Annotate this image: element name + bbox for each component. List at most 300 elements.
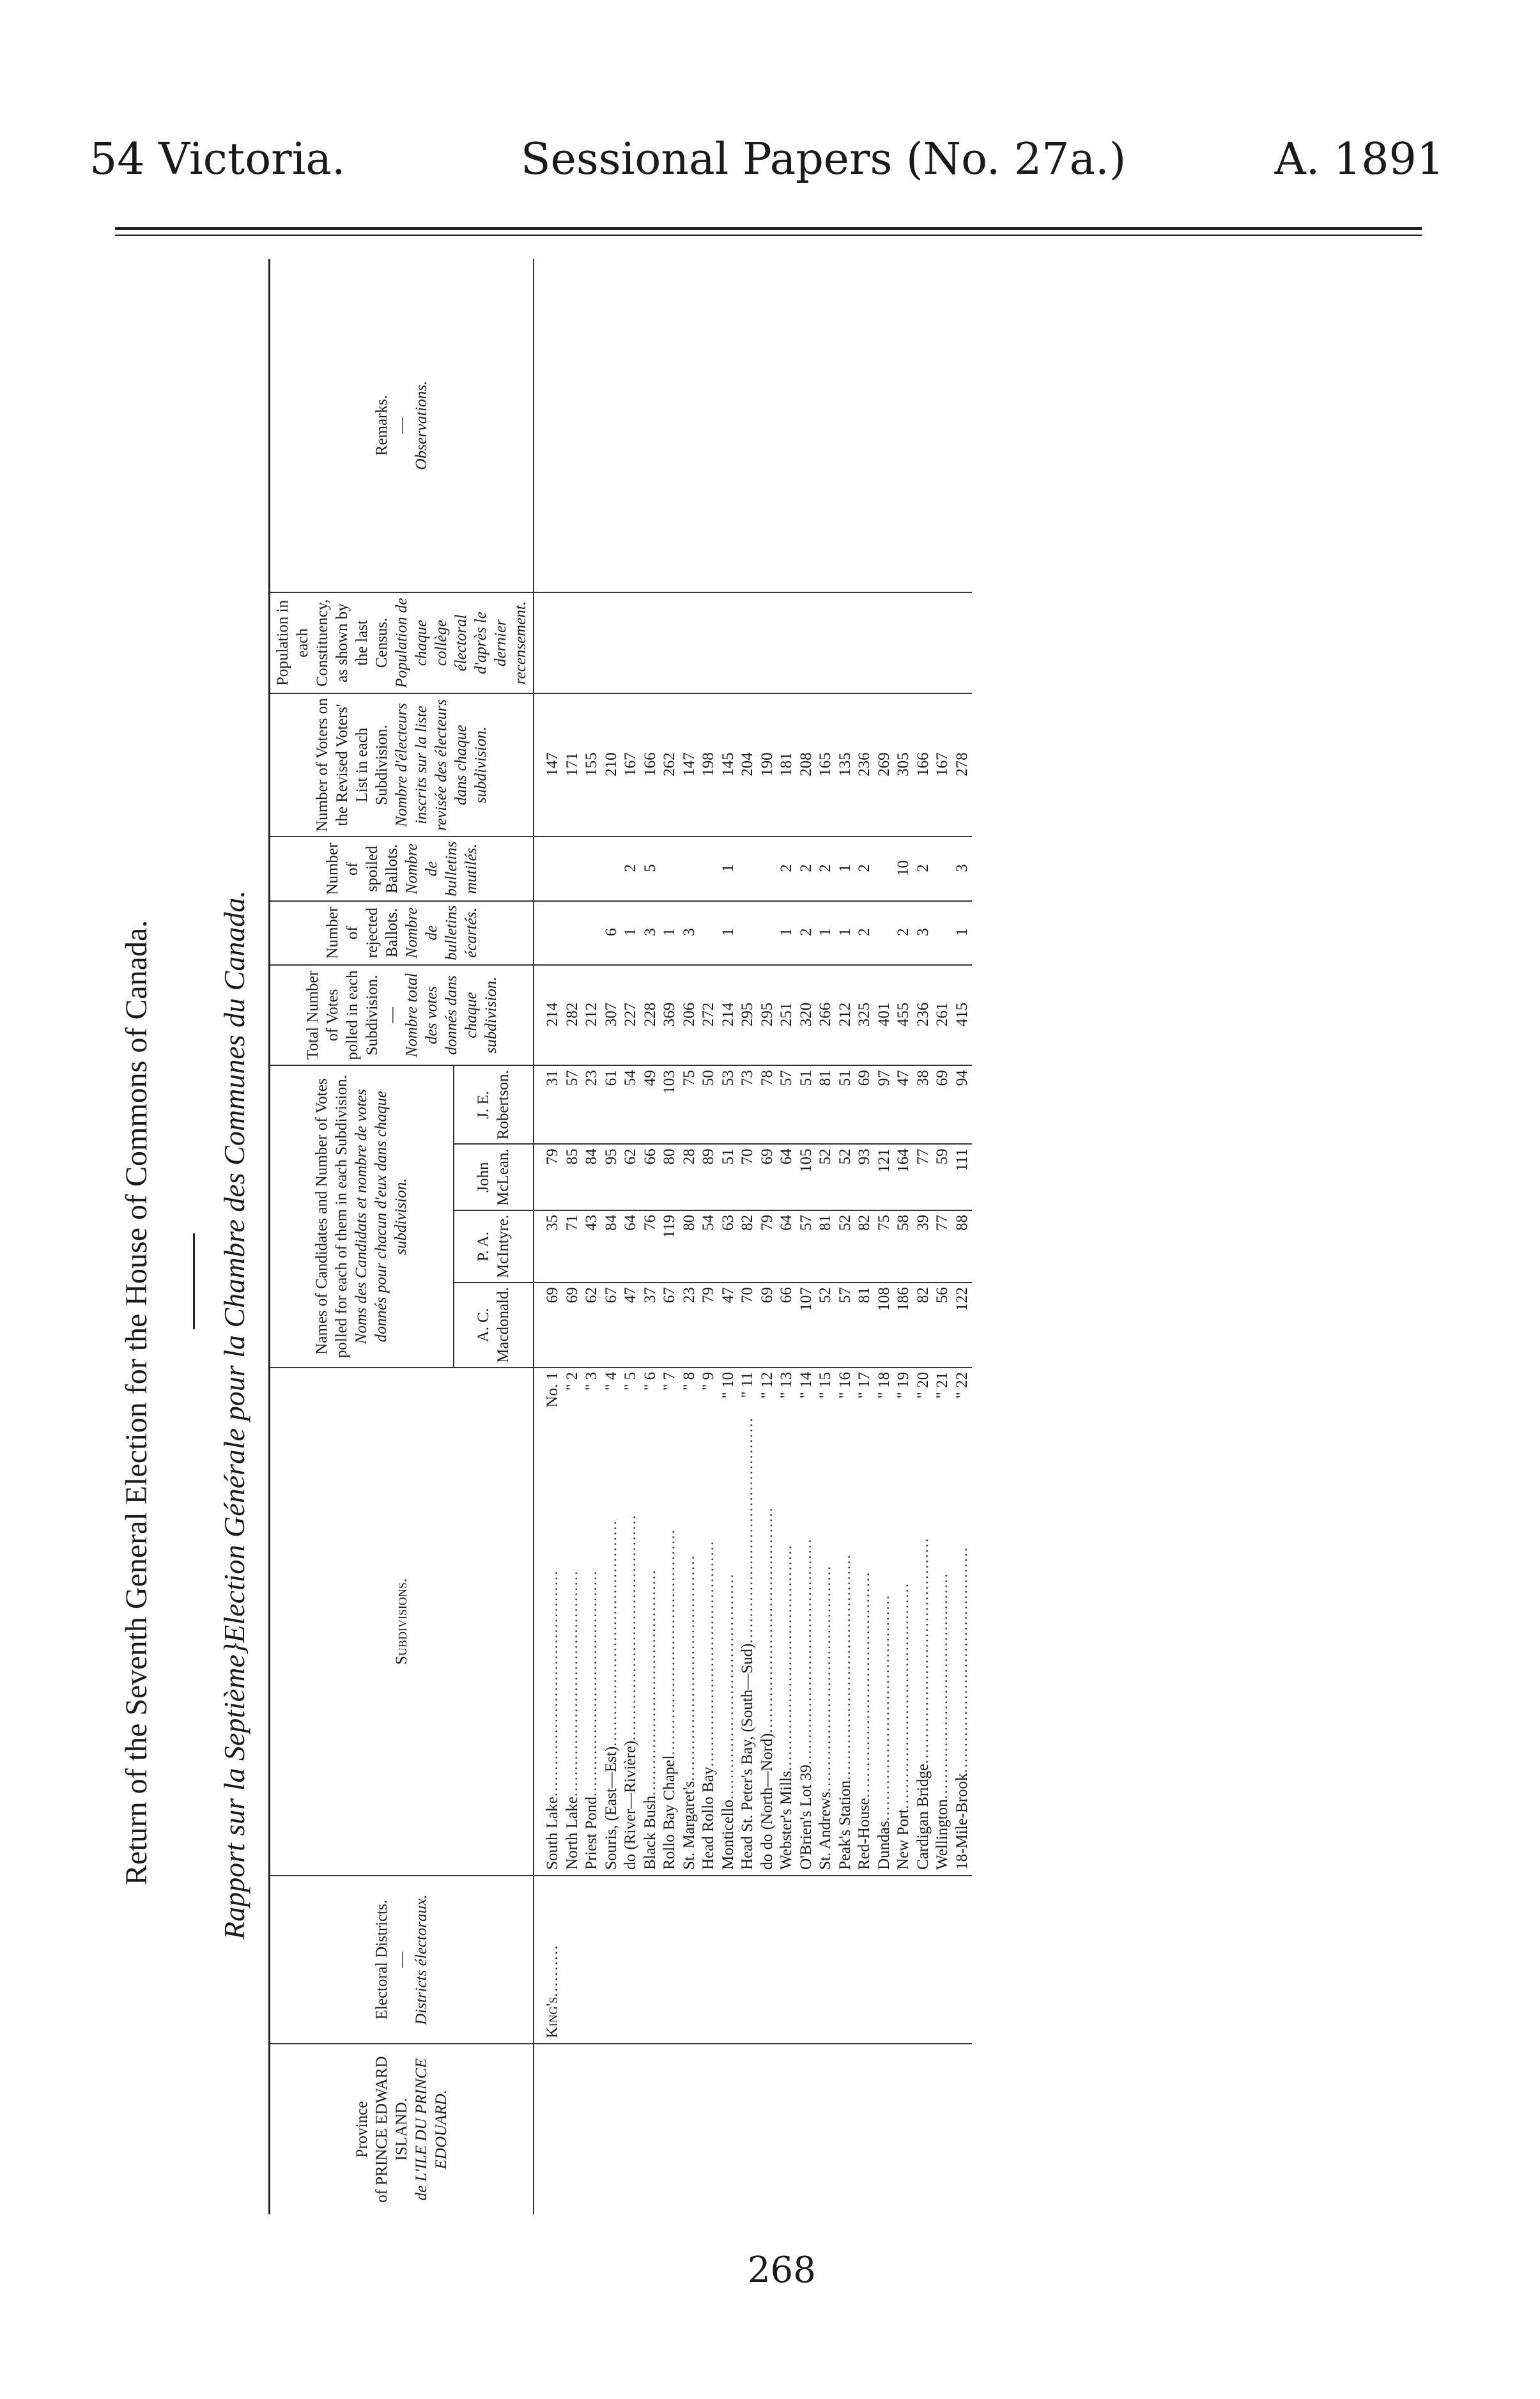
candidate-1-vote: 69 bbox=[758, 1287, 776, 1304]
subdivision-number: " 22 bbox=[953, 1371, 971, 1399]
subdivision-name: New Port bbox=[895, 1809, 912, 1870]
candidate-1-votes bbox=[534, 1283, 972, 1368]
spoiled-value: 2 bbox=[914, 864, 932, 872]
voters-value: 190 bbox=[758, 752, 776, 776]
rejected-value bbox=[875, 906, 895, 959]
spoiled-value: 3 bbox=[953, 864, 971, 872]
voters-value: 171 bbox=[563, 752, 581, 776]
remarks-label-en: Remarks. bbox=[373, 395, 390, 456]
page-number: 268 bbox=[748, 2249, 816, 2291]
candidate-1-vote: 79 bbox=[700, 1287, 717, 1304]
header-rule-thick bbox=[115, 227, 1422, 230]
spoiled-value: 2 bbox=[778, 864, 795, 872]
voters-value: 198 bbox=[700, 752, 717, 776]
subdivision-name: Priest Pond bbox=[583, 1796, 600, 1870]
candidate-3-vote: 93 bbox=[856, 1148, 873, 1165]
election-return-table bbox=[268, 259, 972, 2214]
candidate-3-vote: 105 bbox=[797, 1148, 815, 1173]
candidate-2-vote: 82 bbox=[856, 1214, 873, 1231]
rejected-value bbox=[738, 906, 758, 959]
candidate-1-vote: 57 bbox=[836, 1287, 854, 1304]
candidate-2-vote: 82 bbox=[739, 1214, 756, 1231]
total-votes-value: 228 bbox=[641, 1002, 659, 1027]
population bbox=[534, 592, 972, 693]
candidate-4-vote: 69 bbox=[934, 1070, 951, 1086]
rejected-value: 2 bbox=[895, 928, 912, 936]
candidate-2-vote: 43 bbox=[583, 1214, 600, 1231]
candidate-1-vote: 69 bbox=[544, 1287, 561, 1304]
candidate-1-vote: 37 bbox=[641, 1287, 659, 1304]
subdivision-name: Rollo Bay Chapel bbox=[661, 1755, 678, 1870]
spoiled-value bbox=[660, 841, 680, 895]
rejected-value: 1 bbox=[953, 928, 971, 936]
rejected-value: 2 bbox=[797, 928, 815, 936]
candidate-2-vote: 76 bbox=[641, 1214, 659, 1231]
rejected-header bbox=[270, 901, 534, 965]
total-votes-value: 214 bbox=[544, 1002, 561, 1027]
candidate-4-vote: 73 bbox=[739, 1070, 756, 1086]
subdivision-name: Souris, (East—Est) bbox=[602, 1746, 620, 1870]
candidate-3-header: John McLean. bbox=[454, 1144, 534, 1210]
candidate-3-vote: 89 bbox=[700, 1148, 717, 1165]
candidate-3-vote: 66 bbox=[641, 1148, 659, 1165]
candidate-1-vote: 82 bbox=[914, 1287, 932, 1304]
voters-value: 269 bbox=[875, 752, 893, 776]
spoiled-value: 1 bbox=[719, 864, 737, 872]
districts-header: Electoral Districts. — Districts électoraux. bbox=[270, 1876, 534, 2044]
rejected-value: 6 bbox=[602, 928, 620, 936]
total-votes-value: 325 bbox=[856, 1002, 873, 1027]
subdivision-names-column bbox=[534, 1368, 972, 1876]
voters-value: 236 bbox=[856, 752, 873, 776]
subdivision-row: Souris, (East—Est) ........................................... " 4 bbox=[602, 1372, 622, 1870]
spoiled-value: 1 bbox=[836, 864, 854, 872]
rejected-value bbox=[933, 906, 953, 959]
candidate-2-vote: 81 bbox=[817, 1214, 834, 1231]
rejected-value: 1 bbox=[778, 928, 795, 936]
total-label-en: Total Number of Votes polled in each Subdivision. bbox=[304, 970, 381, 1060]
title-french: Rapport sur la Septième}Election Générale pour la Chambre des Communes du Canada. bbox=[218, 890, 250, 1940]
voters-value: 155 bbox=[583, 752, 600, 776]
district-name: King's bbox=[544, 1996, 561, 2039]
candidate-2-vote: 79 bbox=[758, 1214, 776, 1231]
subdivision-name: North Lake bbox=[563, 1796, 581, 1870]
candidate-1-vote: 47 bbox=[622, 1287, 639, 1304]
subdivision-name: do do (North—Nord) bbox=[758, 1733, 776, 1870]
candidate-4-vote: 31 bbox=[544, 1070, 561, 1086]
subdivision-name: Wellington bbox=[934, 1799, 951, 1870]
rejected-value: 1 bbox=[622, 928, 639, 936]
remarks-header: Remarks. — Observations. bbox=[270, 259, 534, 592]
rejected-value: 1 bbox=[661, 928, 678, 936]
candidate-1-vote: 66 bbox=[778, 1287, 795, 1304]
voters-value: 278 bbox=[953, 752, 971, 776]
rejected-value: 1 bbox=[817, 928, 834, 936]
total-label-fr: Nombre total des votes donnés dans chaque subdivision. bbox=[403, 973, 500, 1058]
candidate-4-vote: 94 bbox=[953, 1070, 971, 1086]
candidate-1-vote: 107 bbox=[797, 1287, 815, 1311]
candidate-3-vote: 70 bbox=[739, 1148, 756, 1165]
districts-label-en: Electoral Districts. bbox=[373, 1899, 390, 2020]
candidate-3-vote: 95 bbox=[602, 1148, 620, 1165]
subdivision-number: " 6 bbox=[641, 1371, 659, 1391]
voters-value: 165 bbox=[817, 752, 834, 776]
candidate-4-vote: 61 bbox=[602, 1070, 620, 1086]
spoiled-value bbox=[680, 841, 700, 895]
candidate-2-vote: 64 bbox=[778, 1214, 795, 1231]
candidate-4-vote: 103 bbox=[661, 1070, 678, 1094]
total-votes-value: 401 bbox=[875, 1002, 893, 1027]
candidate-4-vote: 75 bbox=[680, 1070, 698, 1086]
subdivision-number: " 15 bbox=[817, 1371, 834, 1399]
candidate-3-vote: 28 bbox=[680, 1148, 698, 1165]
subdivision-row: South Lake ........................................... No. 1 bbox=[543, 1372, 563, 1870]
total-votes-value: 212 bbox=[836, 1002, 854, 1027]
remarks bbox=[534, 259, 972, 592]
candidate-1-vote: 81 bbox=[856, 1287, 873, 1304]
province-label: Province bbox=[353, 2101, 371, 2158]
subdivision-row: Rollo Bay Chapel ........................................... " 7 bbox=[660, 1372, 680, 1870]
subdivision-number: " 16 bbox=[836, 1371, 854, 1399]
candidate-4-vote: 57 bbox=[778, 1070, 795, 1086]
spoiled-value bbox=[582, 841, 602, 895]
voters-value: 167 bbox=[622, 752, 639, 776]
header-rule-thin bbox=[115, 235, 1422, 236]
candidate-2-vote: 119 bbox=[661, 1214, 678, 1238]
subdivisions-header: Subdivisions. bbox=[270, 1368, 534, 1876]
candidate-2-vote: 71 bbox=[563, 1214, 581, 1231]
total-votes-value: 295 bbox=[739, 1002, 756, 1027]
candidate-1-vote: 47 bbox=[719, 1287, 737, 1304]
subdivision-names bbox=[543, 1372, 972, 1870]
candidate-3-vote: 52 bbox=[836, 1148, 854, 1165]
subdivision-number: " 14 bbox=[797, 1371, 815, 1399]
candidate-4-vote: 51 bbox=[797, 1070, 815, 1086]
candidate-1-vote: 62 bbox=[583, 1287, 600, 1304]
subdivision-row: Priest Pond ........................................... " 3 bbox=[582, 1372, 602, 1870]
province-cell bbox=[534, 2044, 972, 2214]
subdivision-name: Monticello bbox=[719, 1800, 737, 1870]
candidate-2-vote: 75 bbox=[875, 1214, 893, 1231]
total-votes-header: Total Number of Votes polled in each Subdivision. — Nombre total des votes donnés dans chaque subdivision. bbox=[270, 965, 534, 1066]
subdivision-number: " 10 bbox=[719, 1371, 737, 1399]
candidate-2-vote: 63 bbox=[719, 1214, 737, 1231]
total-votes-value: 206 bbox=[680, 1002, 698, 1027]
subdivision-row: St. Margaret's ........................................... " 8 bbox=[680, 1372, 700, 1870]
spoiled-value: 2 bbox=[856, 864, 873, 872]
voters-value: 147 bbox=[680, 752, 698, 776]
subdivision-row: Red-House ........................................... " 17 bbox=[855, 1372, 875, 1870]
spoiled-value bbox=[699, 841, 719, 895]
voters-value: 210 bbox=[602, 752, 620, 776]
candidate-2-vote: 35 bbox=[544, 1214, 561, 1231]
subdivision-name: O'Brien's Lot 39 bbox=[797, 1764, 815, 1870]
candidate-2-vote: 84 bbox=[602, 1214, 620, 1231]
spoiled-ballots bbox=[534, 837, 972, 900]
subdivision-name: do (River—Rivière) bbox=[622, 1740, 639, 1870]
subdivision-number: " 4 bbox=[602, 1371, 620, 1391]
candidate-2-header: P. A. McIntyre. bbox=[454, 1210, 534, 1283]
province-header bbox=[270, 2044, 534, 2214]
spoiled-value: 2 bbox=[797, 864, 815, 872]
voters-value: 147 bbox=[544, 752, 561, 776]
voters-value: 208 bbox=[797, 752, 815, 776]
population-header bbox=[270, 592, 534, 693]
spoiled-value: 5 bbox=[641, 864, 659, 872]
subdivision-number: " 5 bbox=[622, 1371, 639, 1391]
subdivision-name: 18-Mile-Brook bbox=[953, 1773, 971, 1870]
candidate-3-vote: 52 bbox=[817, 1148, 834, 1165]
rejected-value: 1 bbox=[719, 928, 737, 936]
voters-header bbox=[270, 693, 534, 837]
subdivision-name: St. Andrews bbox=[817, 1791, 834, 1870]
candidate-3-vote: 111 bbox=[953, 1148, 971, 1171]
candidate-1-vote: 56 bbox=[934, 1287, 951, 1304]
total-votes-value: 272 bbox=[700, 1002, 717, 1027]
candidate-2-vote: 80 bbox=[680, 1214, 698, 1231]
candidates-label-fr: Noms des Candidats et nombre de votes donnés pour chacun d'eux dans chaque subdivision. bbox=[353, 1089, 410, 1345]
total-votes-value: 214 bbox=[719, 1002, 737, 1027]
province-name-fr: de L'ILE DU PRINCE EDOUARD. bbox=[413, 2058, 450, 2201]
header-year: A. 1891 bbox=[1274, 134, 1444, 185]
candidate-1-vote: 67 bbox=[661, 1287, 678, 1304]
candidate-2-vote: 54 bbox=[700, 1214, 717, 1231]
candidate-3-vote: 51 bbox=[719, 1148, 737, 1165]
candidate-2-vote: 88 bbox=[953, 1214, 971, 1231]
subdivision-row: St. Andrews ........................................... " 15 bbox=[816, 1372, 836, 1870]
subdivision-row: New Port ........................................... " 19 bbox=[894, 1372, 914, 1870]
candidate-4-vote: 78 bbox=[758, 1070, 776, 1086]
subdivision-row: North Lake ........................................... " 2 bbox=[563, 1372, 583, 1870]
subdivision-number: " 8 bbox=[680, 1371, 698, 1391]
voters-value: 181 bbox=[778, 752, 795, 776]
subdivision-row: Head St. Peter's Bay, (South—Sud) ........................................... " 11 bbox=[738, 1372, 758, 1870]
voters-value: 262 bbox=[661, 752, 678, 776]
subdivision-row: O'Brien's Lot 39 ........................................... " 14 bbox=[797, 1372, 817, 1870]
subdivision-number: " 18 bbox=[875, 1371, 893, 1399]
voters-value: 135 bbox=[836, 752, 854, 776]
subdivision-row: Black Bush ........................................... " 6 bbox=[641, 1372, 661, 1870]
subdivision-number: " 2 bbox=[563, 1371, 581, 1391]
candidate-3-vote: 77 bbox=[914, 1148, 932, 1165]
voters-value: 204 bbox=[739, 752, 756, 776]
subdivision-row: Dundas ........................................... " 18 bbox=[875, 1372, 895, 1870]
voters-list bbox=[534, 693, 972, 837]
spoiled-value bbox=[758, 841, 778, 895]
candidate-4-vote: 69 bbox=[856, 1070, 873, 1086]
candidate-4-votes bbox=[534, 1065, 972, 1144]
candidate-4-vote: 38 bbox=[914, 1070, 932, 1086]
subdivision-name: Peak's Station bbox=[836, 1780, 854, 1870]
province-name-en: of PRINCE EDWARD ISLAND. bbox=[373, 2056, 410, 2203]
candidate-4-vote: 51 bbox=[836, 1070, 854, 1086]
spoiled-value bbox=[738, 841, 758, 895]
subdivision-number: No. 1 bbox=[544, 1371, 561, 1408]
districts-label-fr: Districts électoraux. bbox=[413, 1894, 430, 2025]
candidate-1-vote: 23 bbox=[680, 1287, 698, 1304]
subdivision-number: " 12 bbox=[758, 1371, 776, 1399]
rejected-ballots bbox=[534, 901, 972, 965]
voters-value: 167 bbox=[934, 752, 951, 776]
total-votes-value: 212 bbox=[583, 1002, 600, 1027]
total-votes-value: 261 bbox=[934, 1002, 951, 1027]
candidate-3-vote: 121 bbox=[875, 1148, 893, 1173]
rejected-value: 3 bbox=[641, 928, 659, 936]
candidate-2-votes bbox=[534, 1210, 972, 1283]
total-votes-value: 236 bbox=[914, 1002, 932, 1027]
total-votes-value: 320 bbox=[797, 1002, 815, 1027]
candidates-label-en: Names of Candidates and Number of Votes polled for each of them in each Subdivision. bbox=[313, 1075, 351, 1359]
voters-value: 305 bbox=[895, 752, 912, 776]
total-votes-value: 295 bbox=[758, 1002, 776, 1027]
subdivision-name: Red-House bbox=[856, 1798, 873, 1870]
total-votes-value: 251 bbox=[778, 1002, 795, 1027]
header-sessional-papers: Sessional Papers (No. 27a.) bbox=[521, 134, 1127, 185]
subdivision-name: Black Bush bbox=[641, 1795, 659, 1870]
population-label-en: Population in each Constituency, as shown by the last Census. bbox=[274, 599, 390, 687]
subdivision-number: " 21 bbox=[934, 1371, 951, 1399]
rejected-value: 3 bbox=[914, 928, 932, 936]
voters-value: 145 bbox=[719, 752, 737, 776]
candidate-2-vote: 52 bbox=[836, 1214, 854, 1231]
candidate-2-vote: 58 bbox=[895, 1214, 912, 1231]
subdivision-name: Head St. Peter's Bay, (South—Sud) bbox=[739, 1643, 756, 1870]
candidate-1-header: A. C. Macdonald. bbox=[454, 1283, 534, 1368]
rejected-value bbox=[699, 906, 719, 959]
candidate-4-vote: 54 bbox=[622, 1070, 639, 1086]
district-cell: King's.......... bbox=[534, 1876, 972, 2044]
rejected-value: 2 bbox=[856, 928, 873, 936]
subdivision-number: " 7 bbox=[661, 1371, 678, 1391]
candidate-4-vote: 23 bbox=[583, 1070, 600, 1086]
rejected-value: 1 bbox=[836, 928, 854, 936]
candidate-1-vote: 67 bbox=[602, 1287, 620, 1304]
candidate-3-vote: 79 bbox=[544, 1148, 561, 1165]
candidate-3-vote: 85 bbox=[563, 1148, 581, 1165]
rejected-label-en: Number of rejected Ballots. bbox=[323, 906, 401, 959]
total-votes-value: 282 bbox=[563, 1002, 581, 1027]
candidate-4-vote: 97 bbox=[875, 1070, 893, 1086]
rejected-label-fr: Nombre de bulletins écartés. bbox=[403, 905, 480, 960]
subdivision-row: Cardigan Bridge ........................................... " 20 bbox=[914, 1372, 934, 1870]
spoiled-label-fr: Nombre de bulletins mutilés. bbox=[403, 841, 480, 897]
subdivision-number: " 20 bbox=[914, 1371, 932, 1399]
spoiled-value bbox=[933, 841, 953, 895]
voters-label-fr: Nombre d'électeurs inscrits sur la liste revisée des électeurs dans chaque subdivision. bbox=[393, 699, 489, 831]
subdivision-number: " 3 bbox=[583, 1371, 600, 1391]
spoiled-value: 2 bbox=[817, 864, 834, 872]
candidate-1-vote: 122 bbox=[953, 1287, 971, 1311]
subdivision-number: " 17 bbox=[856, 1371, 873, 1399]
candidate-3-votes bbox=[534, 1144, 972, 1210]
subdivision-number: " 11 bbox=[739, 1371, 756, 1398]
spoiled-value: 2 bbox=[622, 864, 639, 872]
header-session: 54 Victoria. bbox=[89, 134, 346, 185]
rejected-value bbox=[563, 906, 583, 959]
rejected-value: 3 bbox=[680, 928, 698, 936]
candidate-4-header: J. E. Robertson. bbox=[454, 1065, 534, 1144]
candidates-header bbox=[270, 1065, 454, 1368]
title-divider bbox=[193, 1233, 195, 1329]
candidate-3-vote: 62 bbox=[622, 1148, 639, 1165]
candidate-1-vote: 52 bbox=[817, 1287, 834, 1304]
candidate-4-vote: 53 bbox=[719, 1070, 737, 1086]
subdivision-row: do (River—Rivière) ........................................... " 5 bbox=[621, 1372, 641, 1870]
subdivision-row: Head Rollo Bay ........................................... " 9 bbox=[699, 1372, 719, 1870]
candidate-3-vote: 84 bbox=[583, 1148, 600, 1165]
voters-value: 166 bbox=[641, 752, 659, 776]
candidate-1-vote: 186 bbox=[895, 1287, 912, 1311]
total-votes-value: 415 bbox=[953, 1002, 971, 1027]
candidate-3-vote: 64 bbox=[778, 1148, 795, 1165]
rejected-value bbox=[543, 906, 563, 959]
candidate-4-vote: 57 bbox=[563, 1070, 581, 1086]
candidate-3-vote: 80 bbox=[661, 1148, 678, 1165]
spoiled-value bbox=[543, 841, 563, 895]
subdivision-name: South Lake bbox=[544, 1796, 561, 1870]
rejected-value bbox=[758, 906, 778, 959]
candidate-4-vote: 50 bbox=[700, 1070, 717, 1086]
candidate-2-vote: 77 bbox=[934, 1214, 951, 1231]
subdivision-name: St. Margaret's bbox=[680, 1781, 698, 1870]
candidate-1-vote: 108 bbox=[875, 1287, 893, 1311]
subdivision-name: Head Rollo Bay bbox=[700, 1766, 717, 1870]
candidate-2-vote: 64 bbox=[622, 1214, 639, 1231]
total-votes-value: 307 bbox=[602, 1002, 620, 1027]
rotated-return-table bbox=[115, 259, 1422, 2214]
candidate-3-vote: 59 bbox=[934, 1148, 951, 1165]
subdivision-number: " 13 bbox=[778, 1371, 795, 1399]
subdivision-row: Peak's Station ........................................... " 16 bbox=[836, 1372, 856, 1870]
spoiled-value: 10 bbox=[895, 860, 912, 877]
candidate-4-vote: 81 bbox=[817, 1070, 834, 1086]
subdivision-row: Wellington ........................................... " 21 bbox=[933, 1372, 953, 1870]
subdivision-row: 18-Mile-Brook ........................................... " 22 bbox=[953, 1372, 973, 1870]
subdivision-row: Monticello ........................................... " 10 bbox=[719, 1372, 739, 1870]
spoiled-value bbox=[875, 841, 895, 895]
subdivision-name: Cardigan Bridge bbox=[914, 1763, 932, 1870]
spoiled-header bbox=[270, 837, 534, 900]
total-votes-value: 266 bbox=[817, 1002, 834, 1027]
candidate-3-vote: 69 bbox=[758, 1148, 776, 1165]
candidate-2-vote: 39 bbox=[914, 1214, 932, 1231]
candidate-4-vote: 47 bbox=[895, 1070, 912, 1086]
total-votes-value: 227 bbox=[622, 1002, 639, 1027]
remarks-label-fr: Observations. bbox=[413, 380, 430, 470]
candidate-4-vote: 49 bbox=[641, 1070, 659, 1086]
total-votes-value: 455 bbox=[895, 1002, 912, 1027]
voters-label-en: Number of Voters on the Revised Voters' List in each Subdivision. bbox=[314, 698, 390, 832]
rejected-value bbox=[582, 906, 602, 959]
total-votes-value: 369 bbox=[661, 1002, 678, 1027]
subdivision-number: " 19 bbox=[895, 1371, 912, 1399]
spoiled-label-en: Number of spoiled Ballots. bbox=[323, 842, 401, 895]
voters-value: 166 bbox=[914, 752, 932, 776]
candidate-1-vote: 69 bbox=[563, 1287, 581, 1304]
subdivision-name: Dundas bbox=[875, 1821, 893, 1870]
subdivision-row: Webster's Mills ........................................... " 13 bbox=[777, 1372, 797, 1870]
spoiled-value bbox=[602, 841, 622, 895]
total-votes bbox=[534, 965, 972, 1066]
candidate-3-vote: 164 bbox=[895, 1148, 912, 1173]
candidate-2-vote: 57 bbox=[797, 1214, 815, 1231]
candidate-1-vote: 70 bbox=[739, 1287, 756, 1304]
spoiled-value bbox=[563, 841, 583, 895]
title-english: Return of the Seventh General Election for the House of Commons of Canada. bbox=[119, 920, 153, 1885]
subdivision-row: do do (North—Nord) ........................................... " 12 bbox=[758, 1372, 778, 1870]
subdivision-number: " 9 bbox=[700, 1371, 717, 1391]
subdivision-name: Webster's Mills bbox=[778, 1771, 795, 1870]
